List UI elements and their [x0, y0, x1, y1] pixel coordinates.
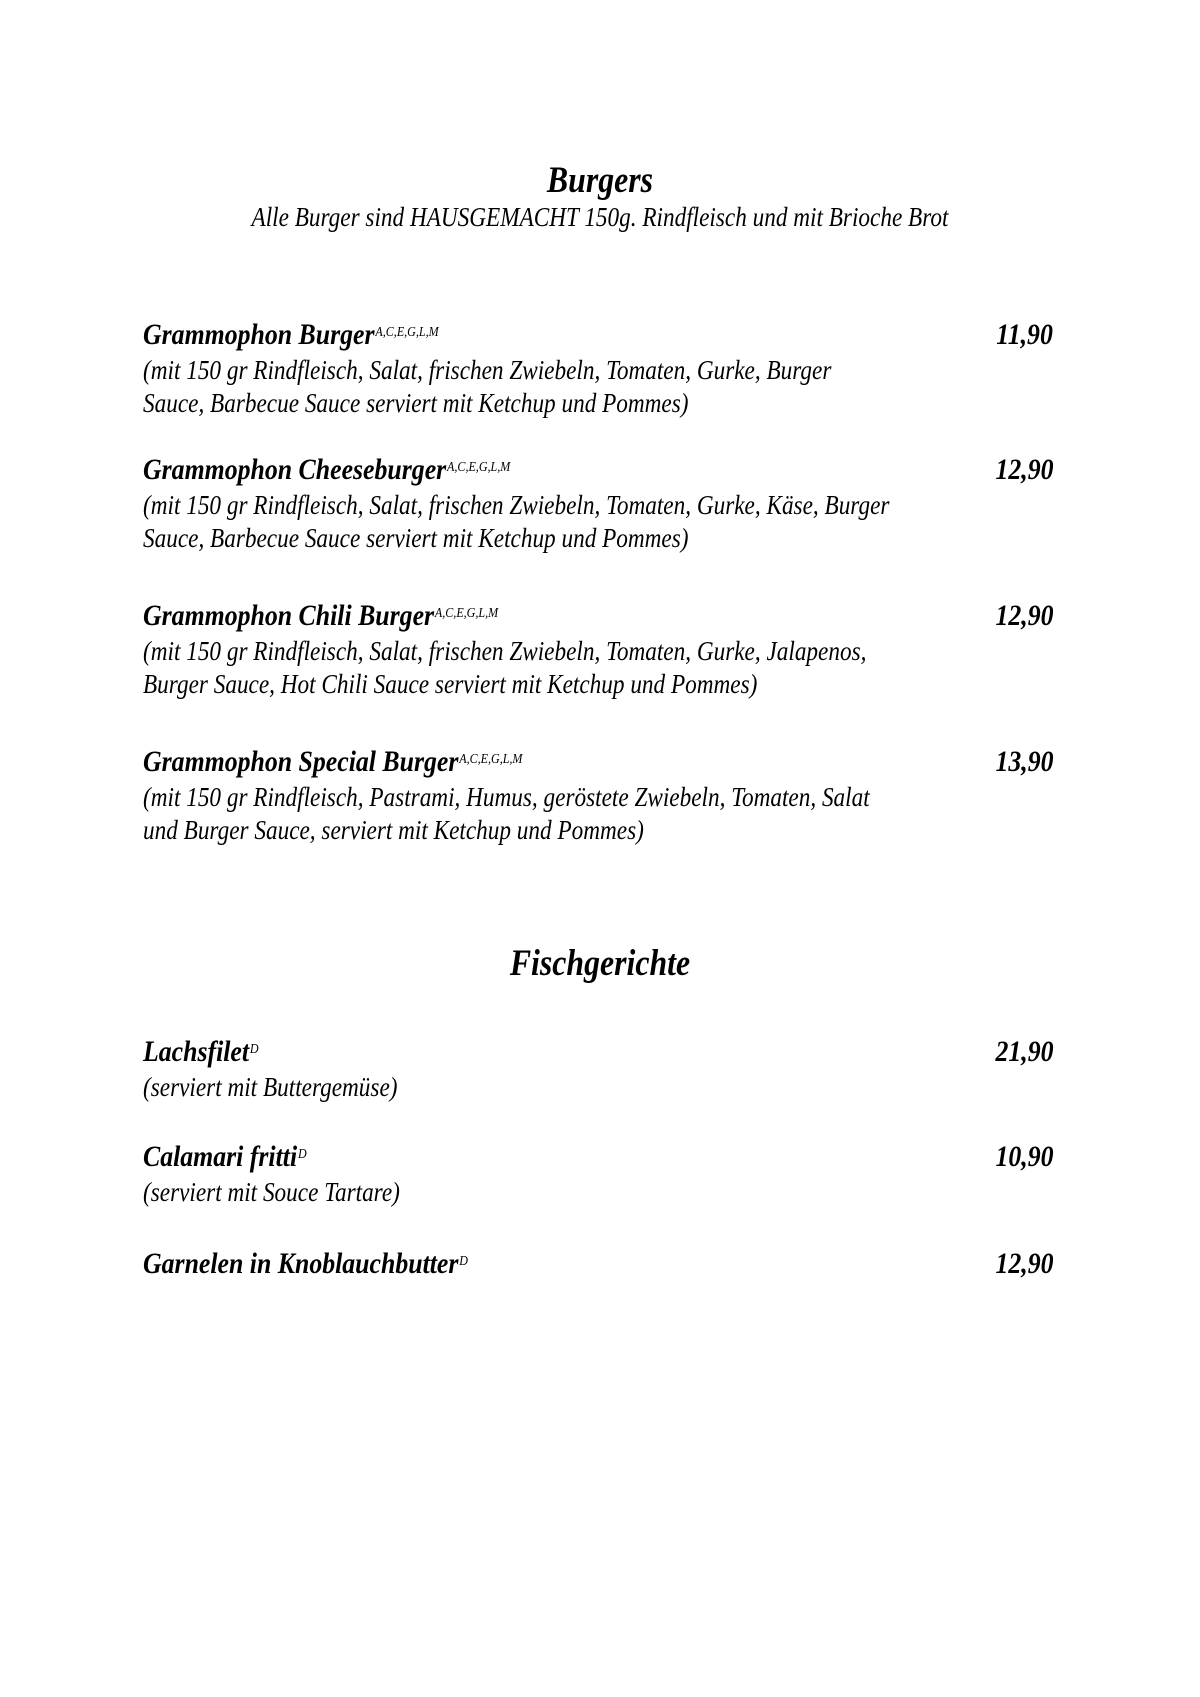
item-name: Grammophon Burger$^{A,C,E,G,L,M}$ — [143, 318, 439, 351]
section-title-burgers: Burgers — [546, 160, 654, 201]
section-title-fischgerichte: Fischgerichte — [509, 943, 691, 984]
allergen-codes: D — [297, 1147, 307, 1162]
item-name: Grammophon Cheeseburger$^{A,C,E,G,L,M}$ — [143, 453, 511, 486]
menu-item-grammophon-chili-burger — [143, 597, 1053, 701]
menu-item-lachsfilet — [143, 1033, 1053, 1104]
item-description: (mit 150 gr Rindfleisch, Pastrami, Humus, geröstete Zwiebeln, Tomaten, Salat und Burger Sauce, serviert mit Ketchup und Pommes) — [143, 782, 870, 845]
menu-item-grammophon-burger — [143, 316, 1053, 420]
item-price: 12,90 — [994, 1247, 1053, 1280]
item-name: Calamari fritti$^D$ — [143, 1140, 307, 1173]
item-description: (serviert mit Buttergemüse) — [143, 1072, 398, 1102]
allergen-codes: A,C,E,G,L,M — [375, 325, 439, 340]
item-price: 11,90 — [996, 318, 1053, 351]
allergen-codes: D — [459, 1254, 468, 1269]
item-description: (mit 150 gr Rindfleisch, Salat, frischen Zwiebeln, Tomaten, Gurke, Jalapenos, Burger Sauce, Hot Chili Sauce serviert mit Ketchup und Pommes) — [143, 636, 867, 699]
item-price: 13,90 — [994, 745, 1053, 778]
item-name: Grammophon Chili Burger$^{A,C,E,G,L,M}$ — [143, 599, 499, 632]
section-subtitle-burgers: Alle Burger sind HAUSGEMACHT 150g. Rindfleisch und mit Brioche Brot — [251, 202, 949, 232]
menu-item-grammophon-special-burger — [143, 743, 1053, 847]
allergen-codes: A,C,E,G,L,M — [459, 752, 523, 767]
item-name: Grammophon Special Burger$^{A,C,E,G,L,M}$ — [143, 745, 523, 778]
item-name: Garnelen in Knoblauchbutter$^D$ — [143, 1247, 468, 1280]
item-description: (mit 150 gr Rindfleisch, Salat, frischen Zwiebeln, Tomaten, Gurke, Käse, Burger Sauce, Barbecue Sauce serviert mit Ketchup und Pommes) — [143, 490, 890, 553]
allergen-codes: A,C,E,G,L,M — [447, 460, 511, 475]
menu-item-grammophon-cheeseburger — [143, 451, 1053, 555]
item-name: Lachsfilet$^D$ — [143, 1035, 259, 1068]
item-price: 21,90 — [994, 1035, 1053, 1068]
item-price: 12,90 — [994, 453, 1053, 486]
menu-item-garnelen-in-knoblauchbutter — [143, 1245, 1053, 1283]
item-description: (serviert mit Souce Tartare) — [143, 1177, 400, 1207]
item-price: 12,90 — [994, 599, 1053, 632]
allergen-codes: D — [249, 1042, 259, 1057]
item-description: (mit 150 gr Rindfleisch, Salat, frischen Zwiebeln, Tomaten, Gurke, Burger Sauce, Barbecue Sauce serviert mit Ketchup und Pommes) — [143, 355, 832, 418]
allergen-codes: A,C,E,G,L,M — [434, 606, 499, 621]
item-price: 10,90 — [994, 1140, 1053, 1173]
menu-item-calamari-fritti — [143, 1138, 1053, 1209]
